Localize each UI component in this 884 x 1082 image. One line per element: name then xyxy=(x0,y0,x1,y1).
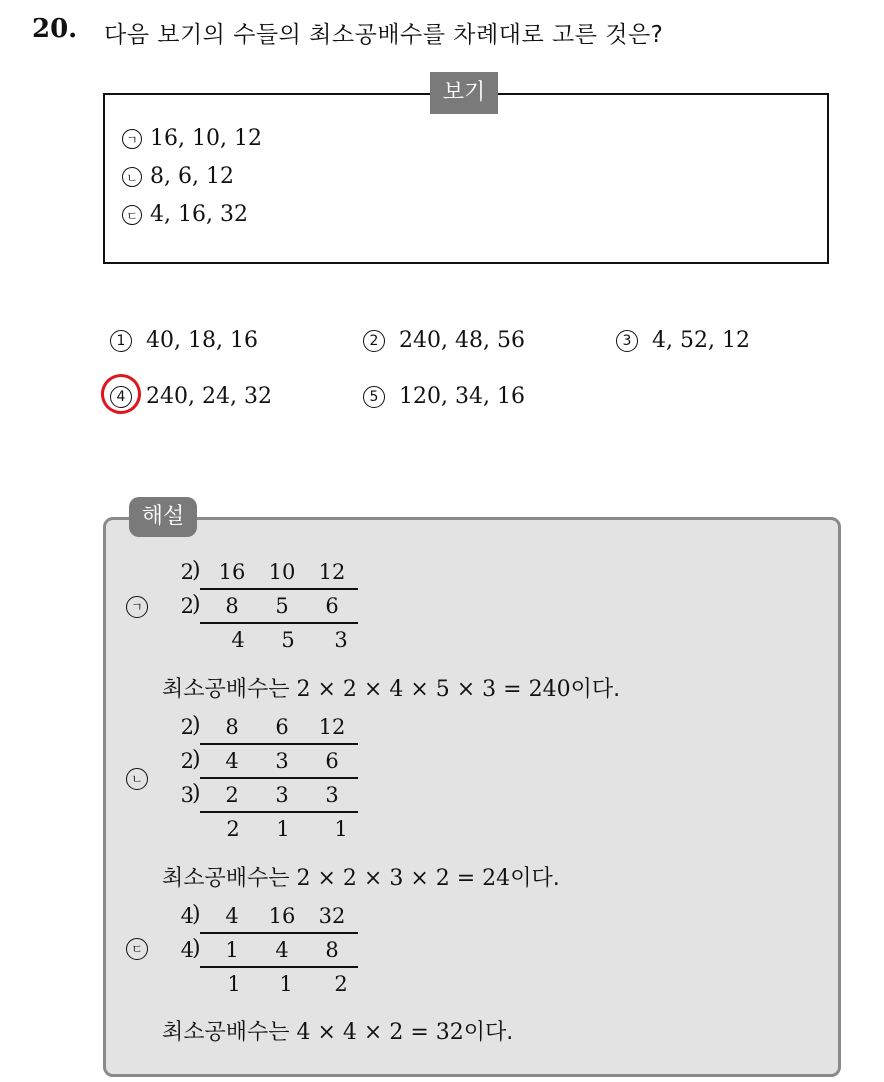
ladder-num: 4 xyxy=(275,938,289,962)
ladder-num: 8 xyxy=(225,594,239,618)
division-bracket: ) xyxy=(192,936,201,961)
ladder-num: 6 xyxy=(325,594,339,618)
ladder-line xyxy=(200,966,358,968)
explanation-mark-c: ㄷ xyxy=(126,938,148,960)
result-prefix: 최소공배수는 xyxy=(162,1020,290,1045)
ladder-final: 1 xyxy=(279,972,293,996)
divisor: 4 xyxy=(180,938,194,962)
ladder-num: 8 xyxy=(225,715,239,739)
ladder-final: 5 xyxy=(281,628,295,652)
divisor: 2 xyxy=(180,715,194,739)
explanation-mark-b: ㄴ xyxy=(126,768,148,790)
choice-5[interactable] xyxy=(363,384,525,409)
choice-number-2: 2 xyxy=(363,330,385,352)
ladder-final: 2 xyxy=(334,972,348,996)
ladder-num: 8 xyxy=(325,938,339,962)
division-ladder-c xyxy=(170,902,370,1004)
ladder-line xyxy=(200,743,358,745)
ladder-num: 6 xyxy=(325,749,339,773)
ladder-line xyxy=(200,588,358,590)
ladder-num: 32 xyxy=(318,904,346,928)
ladder-num: 12 xyxy=(318,715,346,739)
result-expression: 2 × 2 × 3 × 2 = 24 xyxy=(296,866,511,891)
bogi-tag: 보기 xyxy=(430,72,498,114)
ladder-final: 3 xyxy=(334,628,348,652)
ladder-num: 2 xyxy=(225,783,239,807)
bogi-mark-b: ㄴ xyxy=(122,167,142,187)
choice-text-2: 240, 48, 56 xyxy=(399,328,525,353)
division-bracket: ) xyxy=(192,592,201,617)
ladder-num: 4 xyxy=(225,749,239,773)
ladder-num: 4 xyxy=(225,904,239,928)
result-suffix: 이다. xyxy=(570,677,621,702)
bogi-mark-a: ㄱ xyxy=(122,129,142,149)
ladder-num: 10 xyxy=(268,560,296,584)
ladder-num: 6 xyxy=(275,715,289,739)
divisor: 2 xyxy=(180,749,194,773)
divisor: 4 xyxy=(180,904,194,928)
choice-number-5: 5 xyxy=(363,386,385,408)
selected-answer-circle xyxy=(95,368,146,419)
explanation-tag: 해설 xyxy=(129,497,197,537)
result-suffix: 이다. xyxy=(510,866,560,891)
bogi-values-b: 8, 6, 12 xyxy=(150,164,234,189)
ladder-num: 16 xyxy=(218,560,246,584)
explanation-mark-a: ㄱ xyxy=(126,596,148,618)
bogi-mark-c: ㄷ xyxy=(122,205,142,225)
choice-text-4: 240, 24, 32 xyxy=(146,384,272,409)
ladder-final: 1 xyxy=(334,817,348,841)
choice-text-5: 120, 34, 16 xyxy=(399,384,525,409)
bogi-values-c: 4, 16, 32 xyxy=(150,202,248,227)
ladder-final: 1 xyxy=(227,972,241,996)
question-number: 20. xyxy=(32,14,78,44)
division-bracket: ) xyxy=(192,713,201,738)
ladder-num: 1 xyxy=(225,938,239,962)
ladder-final: 2 xyxy=(226,817,240,841)
divisor: 3 xyxy=(180,783,194,807)
bogi-item-c xyxy=(122,202,248,227)
choice-2[interactable] xyxy=(363,328,525,353)
choice-number-1: 1 xyxy=(110,330,132,352)
divisor: 2 xyxy=(180,560,194,584)
division-bracket: ) xyxy=(192,747,201,772)
result-prefix: 최소공배수는 xyxy=(162,677,290,702)
choice-text-3: 4, 52, 12 xyxy=(652,328,750,353)
result-expression: 4 × 4 × 2 = 32 xyxy=(296,1020,464,1045)
choice-1[interactable] xyxy=(110,328,258,353)
ladder-num: 3 xyxy=(275,749,289,773)
division-bracket: ) xyxy=(192,781,201,806)
ladder-num: 3 xyxy=(275,783,289,807)
question-text: 다음 보기의 수들의 최소공배수를 차례대로 고른 것은? xyxy=(104,22,664,48)
bogi-item-a xyxy=(122,126,262,151)
division-bracket: ) xyxy=(192,902,201,927)
choice-3[interactable] xyxy=(616,328,750,353)
result-expression: 2 × 2 × 4 × 5 × 3 = 240 xyxy=(296,677,571,702)
explanation-result-b xyxy=(162,861,560,892)
divisor: 2 xyxy=(180,594,194,618)
ladder-line xyxy=(200,932,358,934)
division-ladder-a xyxy=(170,558,370,660)
choice-text-1: 40, 18, 16 xyxy=(146,328,258,353)
result-prefix: 최소공배수는 xyxy=(162,866,290,891)
ladder-num: 16 xyxy=(268,904,296,928)
result-suffix: 이다. xyxy=(463,1020,514,1045)
explanation-result-a xyxy=(162,672,620,703)
ladder-line xyxy=(200,777,358,779)
ladder-final: 1 xyxy=(276,817,290,841)
division-bracket: ) xyxy=(192,558,201,583)
ladder-line xyxy=(200,811,358,813)
ladder-final: 4 xyxy=(231,628,245,652)
ladder-num: 12 xyxy=(318,560,346,584)
bogi-values-a: 16, 10, 12 xyxy=(150,126,262,151)
choice-number-3: 3 xyxy=(616,330,638,352)
ladder-line xyxy=(200,622,358,624)
explanation-result-c xyxy=(162,1015,513,1046)
ladder-num: 5 xyxy=(275,594,289,618)
division-ladder-b xyxy=(170,713,370,849)
choice-number-4: 4 xyxy=(110,386,132,408)
bogi-item-b xyxy=(122,164,234,189)
ladder-num: 3 xyxy=(325,783,339,807)
